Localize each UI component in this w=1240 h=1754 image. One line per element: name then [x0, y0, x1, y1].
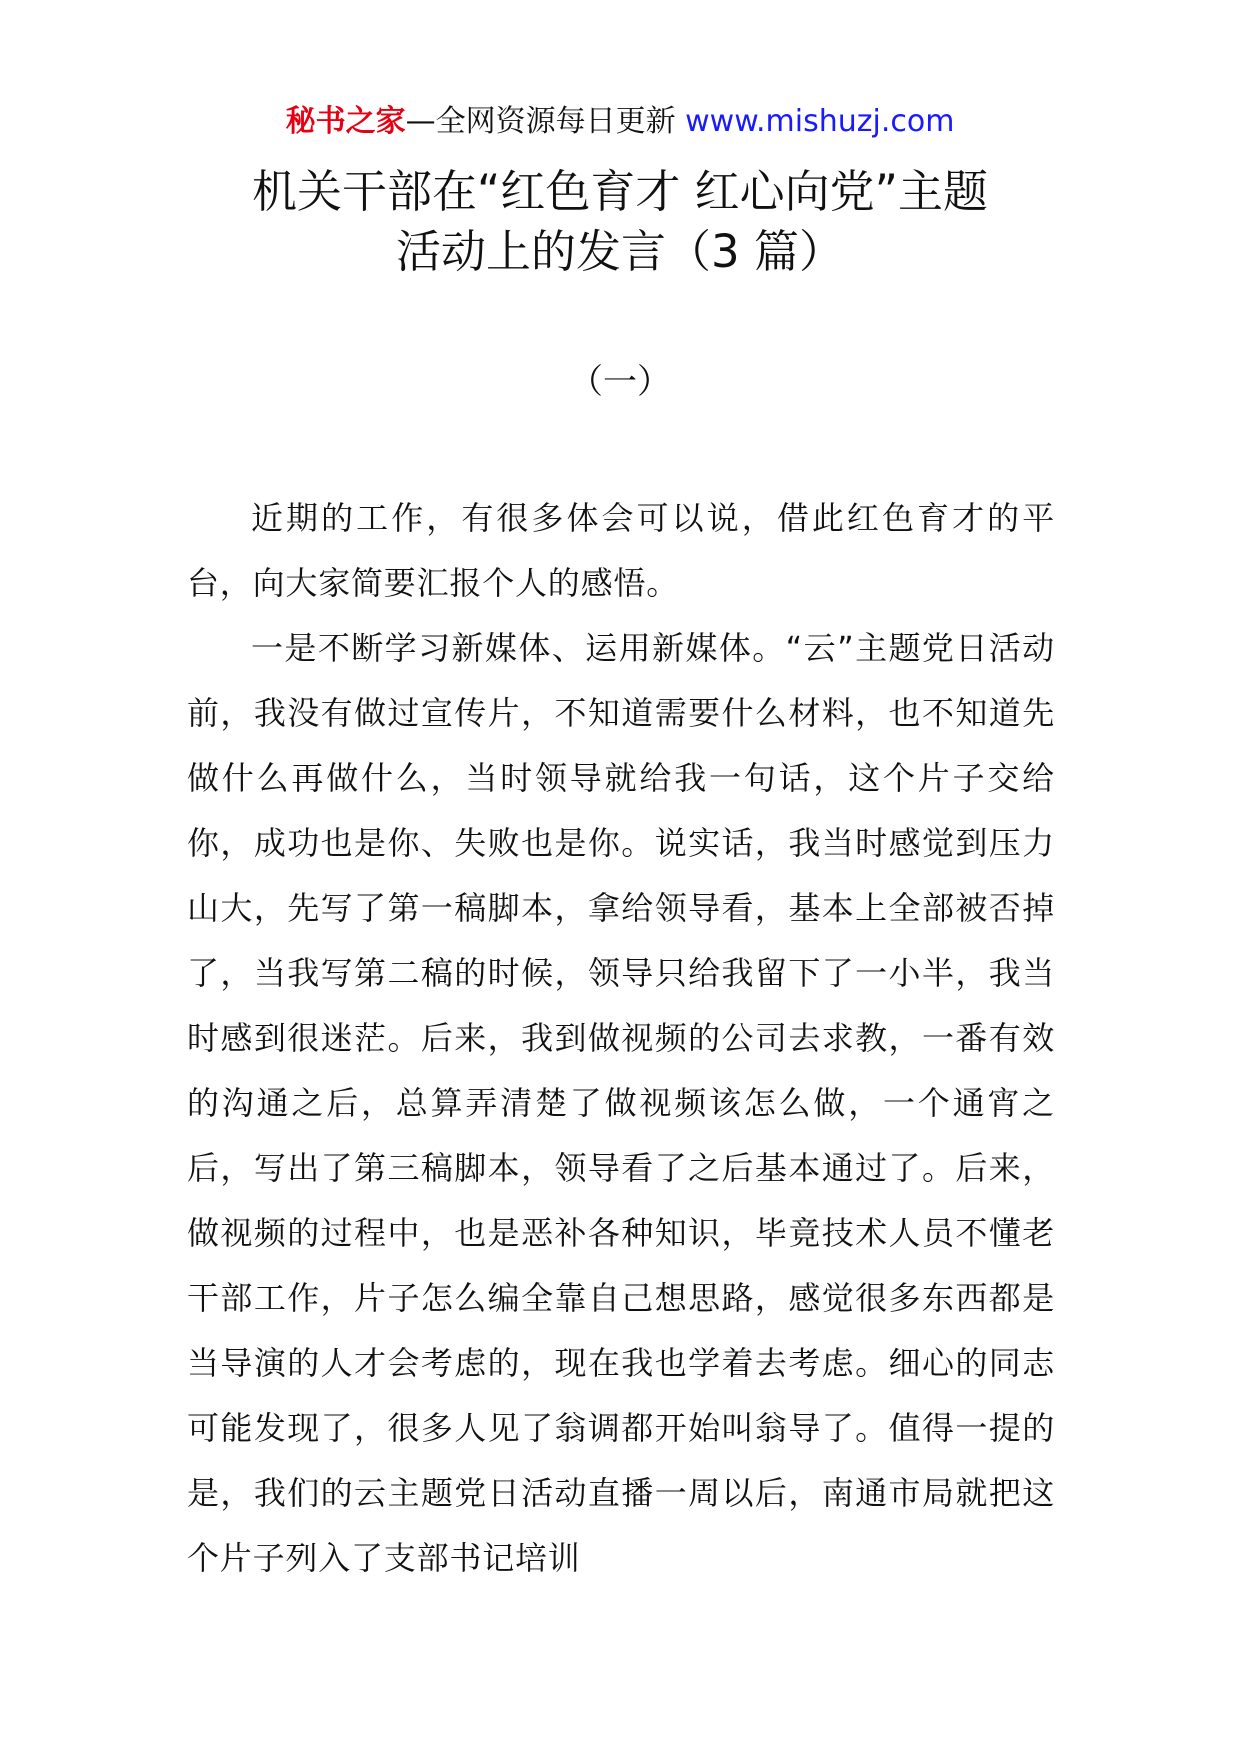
body-text [187, 486, 1055, 1591]
paragraph: 一是不断学习新媒体、运用新媒体。“云”主题党日活动前，我没有做过宣传片，不知道需要什么材料，也不知道先做什么再做什么，当时领导就给我一句话，这个片子交给你，成功也是你、失败也是你。说实话，我当时感觉到压力山大，先写了第一稿脚本，拿给领导看，基本上全部被否掉了，当我写第二稿的时候，领导只给我留下了一小半，我当时感到很迷茫。后来，我到做视频的公司去求教，一番有效的沟通之后，总算弄清楚了做视频该怎么做，一个通宵之后，写出了第三稿脚本，领导看了之后基本通过了。后来，做视频的过程中，也是恶补各种知识，毕竟技术人员不懂老干部工作，片子怎么编全靠自己想思路，感觉很多东西都是当导演的人才会考虑的，现在我也学着去考虑。细心的同志可能发现了，很多人见了翁调都开始叫翁导了。值得一提的是，我们的云主题党日活动直播一周以后，南通市局就把这个片子列入了支部书记培训 [187, 629, 1055, 1577]
site-tagline: —全网资源每日更新 [405, 104, 686, 139]
site-brand: 秘书之家 [285, 104, 406, 139]
document-title [0, 162, 1240, 282]
site-url-link[interactable]: www.mishuzj.com [685, 104, 955, 139]
site-banner [0, 100, 1240, 144]
paragraph: 近期的工作，有很多体会可以说，借此红色育才的平台，向大家简要汇报个人的感悟。 [187, 499, 1055, 602]
document-title-line-1: 机关干部在“红色育才 红心向党”主题 [252, 165, 988, 218]
section-number: （一） [569, 362, 671, 402]
document-title-line-2: 活动上的发言（3 篇） [396, 225, 844, 278]
